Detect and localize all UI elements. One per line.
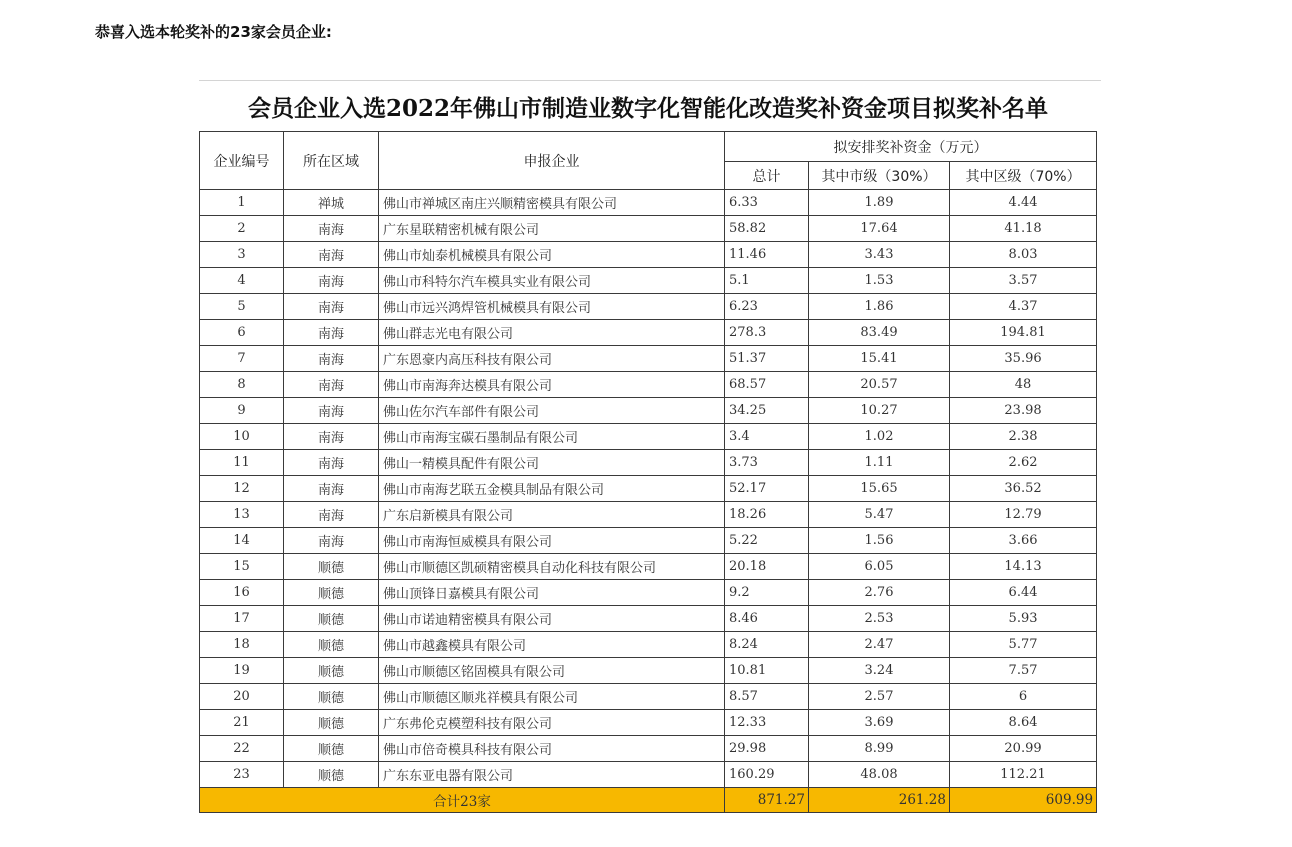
cell-id: 22 (200, 736, 284, 762)
header-total: 总计 (725, 162, 809, 190)
cell-total: 68.57 (725, 372, 809, 398)
cell-id: 13 (200, 502, 284, 528)
cell-id: 4 (200, 268, 284, 294)
spreadsheet-image (199, 80, 1101, 813)
cell-id: 2 (200, 216, 284, 242)
cell-id: 8 (200, 372, 284, 398)
cell-district: 顺德 (284, 632, 379, 658)
cell-district: 南海 (284, 268, 379, 294)
cell-company: 佛山市南海恒威模具有限公司 (379, 528, 725, 554)
cell-company: 佛山市禅城区南庄兴顺精密模具有限公司 (379, 190, 725, 216)
cell-district: 南海 (284, 450, 379, 476)
cell-distr: 35.96 (950, 346, 1097, 372)
cell-distr: 12.79 (950, 502, 1097, 528)
cell-id: 11 (200, 450, 284, 476)
cell-total: 6.33 (725, 190, 809, 216)
cell-distr: 5.93 (950, 606, 1097, 632)
table-row (200, 606, 1097, 632)
cell-id: 15 (200, 554, 284, 580)
intro-text: 恭喜入选本轮奖补的23家会员企业: (95, 23, 332, 41)
cell-total: 5.1 (725, 268, 809, 294)
cell-company: 佛山市越鑫模具有限公司 (379, 632, 725, 658)
cell-total: 5.22 (725, 528, 809, 554)
cell-district: 南海 (284, 216, 379, 242)
cell-company: 佛山市倍奇模具科技有限公司 (379, 736, 725, 762)
cell-id: 10 (200, 424, 284, 450)
cell-company: 佛山佐尔汽车部件有限公司 (379, 398, 725, 424)
cell-distr: 8.03 (950, 242, 1097, 268)
table-row (200, 398, 1097, 424)
cell-total: 8.24 (725, 632, 809, 658)
cell-distr: 4.44 (950, 190, 1097, 216)
cell-total: 6.23 (725, 294, 809, 320)
cell-city: 1.53 (809, 268, 950, 294)
cell-district: 南海 (284, 502, 379, 528)
cell-distr: 36.52 (950, 476, 1097, 502)
cell-district: 南海 (284, 294, 379, 320)
cell-city: 2.47 (809, 632, 950, 658)
cell-distr: 6.44 (950, 580, 1097, 606)
cell-district: 南海 (284, 242, 379, 268)
table-row (200, 346, 1097, 372)
cell-distr: 194.81 (950, 320, 1097, 346)
cell-company: 佛山市南海艺联五金模具制品有限公司 (379, 476, 725, 502)
table-row (200, 268, 1097, 294)
cell-total: 12.33 (725, 710, 809, 736)
cell-district: 顺德 (284, 684, 379, 710)
cell-distr: 20.99 (950, 736, 1097, 762)
cell-id: 6 (200, 320, 284, 346)
cell-distr: 4.37 (950, 294, 1097, 320)
cell-city: 1.02 (809, 424, 950, 450)
cell-company: 佛山市灿泰机械模具有限公司 (379, 242, 725, 268)
cell-company: 广东东亚电器有限公司 (379, 762, 725, 788)
cell-district: 南海 (284, 476, 379, 502)
cell-id: 1 (200, 190, 284, 216)
cell-district: 顺德 (284, 710, 379, 736)
cell-city: 20.57 (809, 372, 950, 398)
cell-city: 1.11 (809, 450, 950, 476)
cell-total: 29.98 (725, 736, 809, 762)
table-row (200, 710, 1097, 736)
header-district: 所在区域 (284, 132, 379, 190)
table-title: 会员企业入选2022年佛山市制造业数字化智能化改造奖补资金项目拟奖补名单 (200, 81, 1097, 132)
cell-district: 南海 (284, 372, 379, 398)
cell-company: 广东启新模具有限公司 (379, 502, 725, 528)
cell-distr: 2.62 (950, 450, 1097, 476)
table-row (200, 658, 1097, 684)
cell-total: 51.37 (725, 346, 809, 372)
cell-city: 15.65 (809, 476, 950, 502)
table-row (200, 476, 1097, 502)
cell-company: 佛山市南海奔达模具有限公司 (379, 372, 725, 398)
award-table (199, 81, 1097, 813)
cell-distr: 48 (950, 372, 1097, 398)
cell-city: 15.41 (809, 346, 950, 372)
cell-distr: 6 (950, 684, 1097, 710)
cell-total: 278.3 (725, 320, 809, 346)
table-row (200, 528, 1097, 554)
cell-total: 20.18 (725, 554, 809, 580)
header-distr: 其中区级（70%） (950, 162, 1097, 190)
cell-total: 58.82 (725, 216, 809, 242)
table-row (200, 580, 1097, 606)
cell-total: 3.4 (725, 424, 809, 450)
cell-company: 佛山市顺德区铭固模具有限公司 (379, 658, 725, 684)
cell-district: 南海 (284, 346, 379, 372)
cell-distr: 2.38 (950, 424, 1097, 450)
cell-city: 3.43 (809, 242, 950, 268)
cell-distr: 5.77 (950, 632, 1097, 658)
cell-total: 52.17 (725, 476, 809, 502)
table-row (200, 190, 1097, 216)
cell-city: 2.53 (809, 606, 950, 632)
cell-company: 广东星联精密机械有限公司 (379, 216, 725, 242)
cell-id: 16 (200, 580, 284, 606)
table-row (200, 502, 1097, 528)
cell-id: 9 (200, 398, 284, 424)
cell-distr: 3.66 (950, 528, 1097, 554)
table-row (200, 242, 1097, 268)
total-row (200, 788, 1097, 813)
cell-district: 禅城 (284, 190, 379, 216)
cell-id: 5 (200, 294, 284, 320)
cell-total: 3.73 (725, 450, 809, 476)
cell-city: 5.47 (809, 502, 950, 528)
cell-company: 佛山市科特尔汽车模具实业有限公司 (379, 268, 725, 294)
cell-district: 顺德 (284, 580, 379, 606)
cell-city: 1.89 (809, 190, 950, 216)
cell-district: 顺德 (284, 762, 379, 788)
cell-city: 2.57 (809, 684, 950, 710)
cell-id: 3 (200, 242, 284, 268)
total-city: 261.28 (809, 788, 950, 813)
cell-district: 顺德 (284, 554, 379, 580)
cell-city: 2.76 (809, 580, 950, 606)
cell-total: 10.81 (725, 658, 809, 684)
table-row (200, 450, 1097, 476)
table-row (200, 372, 1097, 398)
table-body (200, 190, 1097, 788)
cell-company: 佛山市顺德区顺兆祥模具有限公司 (379, 684, 725, 710)
cell-company: 佛山市远兴鸿焊管机械模具有限公司 (379, 294, 725, 320)
cell-total: 18.26 (725, 502, 809, 528)
table-row (200, 684, 1097, 710)
header-funding: 拟安排奖补资金（万元） (725, 132, 1097, 162)
cell-id: 21 (200, 710, 284, 736)
cell-distr: 8.64 (950, 710, 1097, 736)
header-id: 企业编号 (200, 132, 284, 190)
cell-id: 18 (200, 632, 284, 658)
table-row (200, 320, 1097, 346)
cell-district: 南海 (284, 398, 379, 424)
total-distr: 609.99 (950, 788, 1097, 813)
cell-city: 17.64 (809, 216, 950, 242)
cell-id: 20 (200, 684, 284, 710)
total-sum: 871.27 (725, 788, 809, 813)
cell-company: 佛山市诺迪精密模具有限公司 (379, 606, 725, 632)
cell-company: 佛山市南海宝碳石墨制品有限公司 (379, 424, 725, 450)
cell-total: 8.46 (725, 606, 809, 632)
cell-distr: 41.18 (950, 216, 1097, 242)
cell-company: 佛山顶锋日嘉模具有限公司 (379, 580, 725, 606)
cell-id: 23 (200, 762, 284, 788)
table-row (200, 736, 1097, 762)
cell-total: 11.46 (725, 242, 809, 268)
table-row (200, 294, 1097, 320)
cell-total: 8.57 (725, 684, 809, 710)
cell-distr: 3.57 (950, 268, 1097, 294)
cell-city: 10.27 (809, 398, 950, 424)
cell-distr: 112.21 (950, 762, 1097, 788)
cell-district: 顺德 (284, 658, 379, 684)
cell-city: 8.99 (809, 736, 950, 762)
cell-id: 17 (200, 606, 284, 632)
header-city: 其中市级（30%） (809, 162, 950, 190)
cell-company: 佛山市顺德区凯硕精密模具自动化科技有限公司 (379, 554, 725, 580)
cell-id: 14 (200, 528, 284, 554)
cell-district: 顺德 (284, 736, 379, 762)
cell-company: 广东弗伦克模塑科技有限公司 (379, 710, 725, 736)
cell-city: 83.49 (809, 320, 950, 346)
total-label: 合计23家 (200, 788, 725, 813)
cell-total: 34.25 (725, 398, 809, 424)
cell-distr: 7.57 (950, 658, 1097, 684)
cell-district: 顺德 (284, 606, 379, 632)
cell-company: 广东恩豪内高压科技有限公司 (379, 346, 725, 372)
cell-district: 南海 (284, 424, 379, 450)
cell-id: 7 (200, 346, 284, 372)
table-row (200, 554, 1097, 580)
cell-total: 9.2 (725, 580, 809, 606)
table-row (200, 632, 1097, 658)
table-row (200, 216, 1097, 242)
cell-district: 南海 (284, 528, 379, 554)
cell-id: 12 (200, 476, 284, 502)
cell-distr: 23.98 (950, 398, 1097, 424)
cell-total: 160.29 (725, 762, 809, 788)
cell-city: 48.08 (809, 762, 950, 788)
cell-id: 19 (200, 658, 284, 684)
cell-city: 3.69 (809, 710, 950, 736)
table-row (200, 762, 1097, 788)
cell-company: 佛山一精模具配件有限公司 (379, 450, 725, 476)
table-row (200, 424, 1097, 450)
cell-city: 6.05 (809, 554, 950, 580)
cell-city: 1.86 (809, 294, 950, 320)
cell-city: 1.56 (809, 528, 950, 554)
cell-city: 3.24 (809, 658, 950, 684)
cell-distr: 14.13 (950, 554, 1097, 580)
cell-district: 南海 (284, 320, 379, 346)
cell-company: 佛山群志光电有限公司 (379, 320, 725, 346)
header-company: 申报企业 (379, 132, 725, 190)
